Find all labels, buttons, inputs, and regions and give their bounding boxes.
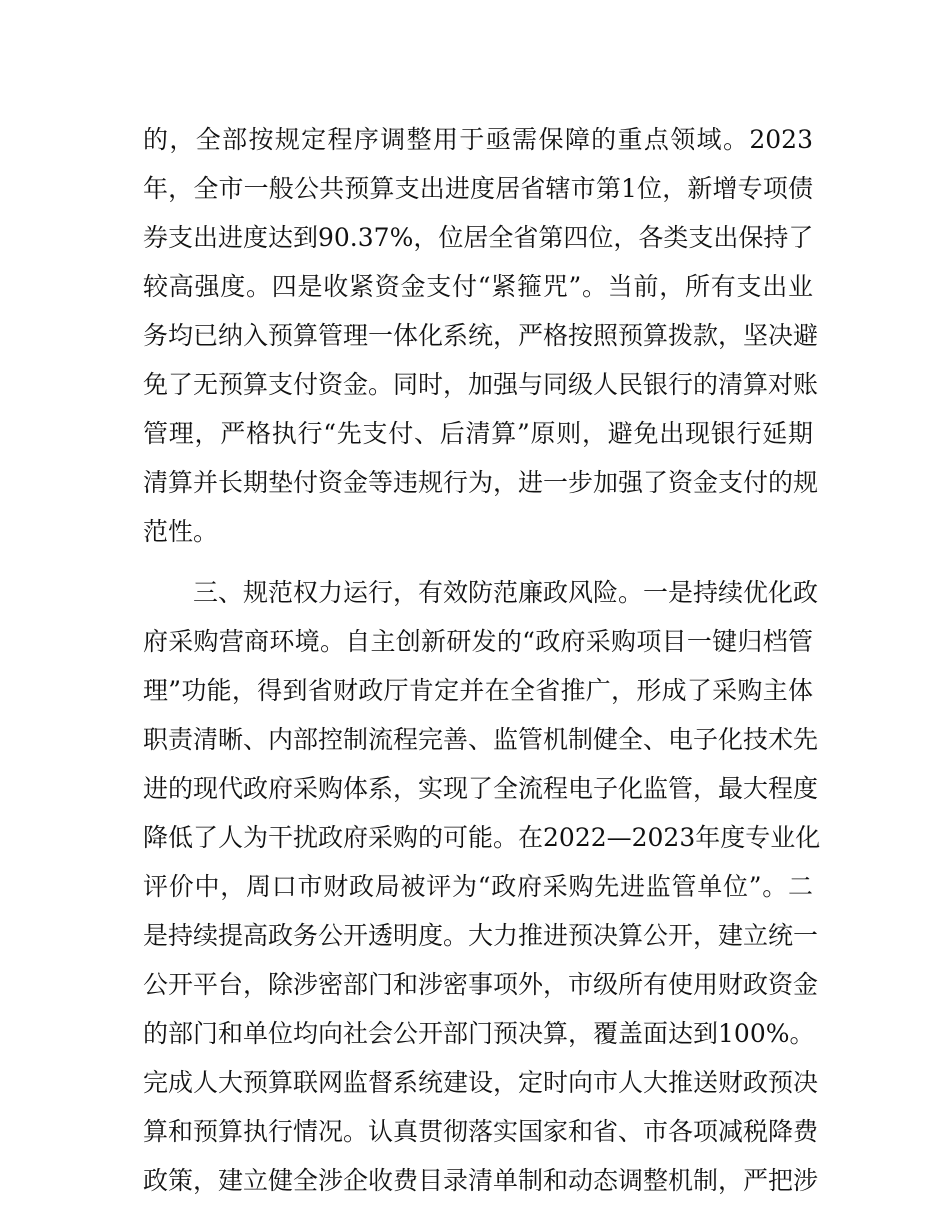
text-line: 免了无预算支付资金。同时，加强与同级人民银行的清算对账 (143, 370, 819, 399)
paragraph-gap (143, 556, 813, 568)
text-line: 政策，建立健全涉企收费目录清单制和动态调整机制，严把涉 (143, 1166, 819, 1195)
text-line: 范性。 (143, 517, 219, 546)
text-line: 公开平台，除涉密部门和涉密事项外，市级所有使用财政资金 (143, 970, 819, 999)
text-line: 进的现代政府采购体系，实现了全流程电子化监管，最大程度 (143, 774, 819, 803)
text-line: 降低了人为干扰政府采购的可能。在2022—2023年度专业化 (143, 823, 821, 852)
text-line: 清算并长期垫付资金等违规行为，进一步加强了资金支付的规 (143, 468, 819, 497)
text-line: 是持续提高政务公开透明度。大力推进预决算公开，建立统一 (143, 921, 819, 950)
text-line: 年，全市一般公共预算支出进度居省辖市第1位，新增专项债 (143, 174, 813, 203)
body-text (143, 115, 821, 1205)
text-line: 三、规范权力运行，有效防范廉政风险。一是持续优化政 (143, 578, 819, 607)
text-line: 府采购营商环境。自主创新研发的“政府采购项目一键归档管 (143, 627, 813, 656)
text-line: 务均已纳入预算管理一体化系统，严格按照预算拨款，坚决避 (143, 321, 819, 350)
text-line: 管理，严格执行“先支付、后清算”原则，避免出现银行延期 (143, 419, 813, 448)
text-line: 理”功能，得到省财政厅肯定并在全省推广，形成了采购主体 (143, 676, 813, 705)
text-line: 的，全部按规定程序调整用于亟需保障的重点领域。2023 (143, 125, 813, 154)
text-line: 职责清晰、内部控制流程完善、监管机制健全、电子化技术先 (143, 725, 819, 754)
text-line: 的部门和单位均向社会公开部门预决算，覆盖面达到100%。 (143, 1019, 815, 1048)
text-line: 算和预算执行情况。认真贯彻落实国家和省、市各项减税降费 (143, 1117, 819, 1146)
paragraph-2 (143, 568, 821, 1205)
paragraph-1 (143, 115, 819, 556)
text-line: 较高强度。四是收紧资金支付“紧箍咒”。当前，所有支出业 (143, 272, 813, 301)
text-line: 评价中，周口市财政局被评为“政府采购先进监管单位”。二 (143, 872, 813, 901)
text-line: 完成人大预算联网监督系统建设，定时向市人大推送财政预决 (143, 1068, 819, 1097)
text-line: 券支出进度达到90.37%，位居全省第四位，各类支出保持了 (143, 223, 814, 252)
